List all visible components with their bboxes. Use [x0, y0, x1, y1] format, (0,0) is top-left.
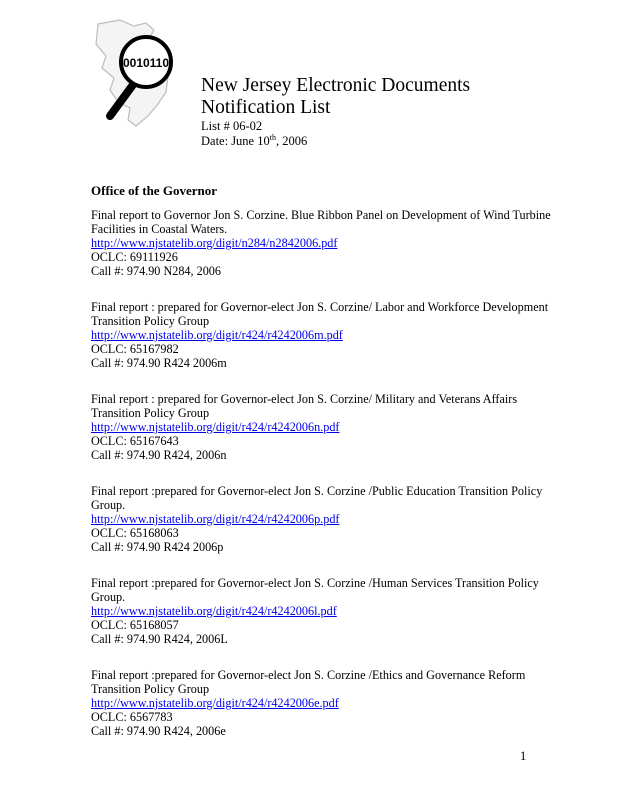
entry-pdf-link[interactable]: http://www.njstatelib.org/digit/r424/r4242006p.pdf — [91, 512, 340, 526]
entry-description: Final report : prepared for Governor-elect Jon S. Corzine/ Military and Veterans Affairs Transition Policy Group — [91, 392, 518, 420]
entry-oclc: OCLC: 65168063 — [91, 526, 179, 540]
entry-pdf-link[interactable]: http://www.njstatelib.org/digit/r424/r4242006e.pdf — [91, 696, 339, 710]
entry-description: Final report :prepared for Governor-elect Jon S. Corzine /Human Services Transition Policy Group. — [91, 576, 539, 604]
entry-oclc: OCLC: 65168057 — [91, 618, 179, 632]
binary-text: 0010110 — [122, 56, 170, 70]
entry-pdf-link[interactable]: http://www.njstatelib.org/digit/n284/n2842006.pdf — [91, 236, 338, 250]
entry-description: Final report to Governor Jon S. Corzine. Blue Ribbon Panel on Development of Wind Turbine Facilities in Coastal Waters. — [91, 208, 551, 236]
list-item — [91, 576, 551, 646]
title-line-1: New Jersey Electronic Documents — [201, 75, 471, 96]
entry-call-number: Call #: 974.90 R424, 2006L — [91, 632, 228, 646]
list-item — [91, 208, 551, 278]
entry-description: Final report :prepared for Governor-elect Jon S. Corzine /Public Education Transition Policy Group. — [91, 484, 543, 512]
entry-call-number: Call #: 974.90 R424, 2006e — [91, 724, 226, 738]
list-item — [91, 484, 551, 554]
section-title: Office of the Governor — [91, 183, 217, 198]
entry-pdf-link[interactable]: http://www.njstatelib.org/digit/r424/r4242006l.pdf — [91, 604, 337, 618]
entry-oclc: OCLC: 69111926 — [91, 250, 178, 264]
entry-call-number: Call #: 974.90 R424 2006m — [91, 356, 227, 370]
entry-oclc: OCLC: 65167643 — [91, 434, 179, 448]
list-date — [201, 134, 470, 149]
date-superscript: th — [269, 132, 276, 142]
entry-call-number: Call #: 974.90 R424 2006p — [91, 540, 224, 554]
document-title — [201, 75, 470, 119]
entry-call-number: Call #: 974.90 R424, 2006n — [91, 448, 227, 462]
list-item — [91, 392, 551, 462]
entry-description: Final report :prepared for Governor-elect Jon S. Corzine /Ethics and Governance Reform Transition Policy Group — [91, 668, 526, 696]
entry-oclc: OCLC: 6567783 — [91, 710, 173, 724]
entry-pdf-link[interactable]: http://www.njstatelib.org/digit/r424/r4242006n.pdf — [91, 420, 340, 434]
date-suffix: , 2006 — [275, 133, 308, 148]
date-prefix: Date: June 10 — [201, 133, 270, 148]
list-item — [91, 300, 551, 370]
entry-description: Final report : prepared for Governor-elect Jon S. Corzine/ Labor and Workforce Development Transition Policy Group — [91, 300, 549, 328]
document-header — [201, 75, 470, 148]
title-line-2: Notification List — [201, 97, 331, 118]
entry-oclc: OCLC: 65167982 — [91, 342, 179, 356]
list-item — [91, 668, 551, 738]
nj-magnifier-logo — [88, 18, 196, 130]
document-list — [91, 208, 551, 760]
entry-call-number: Call #: 974.90 N284, 2006 — [91, 264, 221, 278]
list-number: List # 06-02 — [201, 119, 263, 133]
page-number: 1 — [520, 749, 527, 763]
entry-pdf-link[interactable]: http://www.njstatelib.org/digit/r424/r4242006m.pdf — [91, 328, 343, 342]
